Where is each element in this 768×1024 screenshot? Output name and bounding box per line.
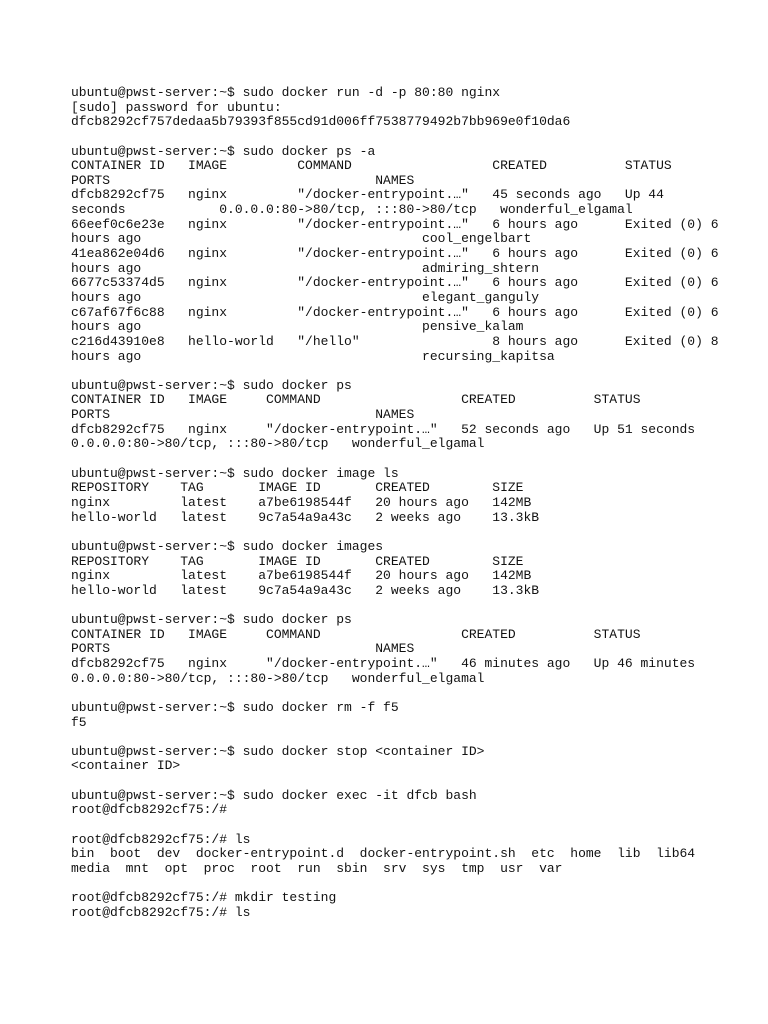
command-line: ubuntu@pwst-server:~$ sudo docker ps — [71, 377, 352, 393]
ls-block — [71, 833, 761, 877]
table-row-line: 41ea862e04d6 nginx "/docker-entrypoint.…" 6 hours ago Exited (0) 6 — [71, 246, 719, 262]
output-line: [sudo] password for ubuntu: — [71, 99, 282, 115]
docker-ps-all-block — [71, 145, 761, 365]
table-row-line: 6677c53374d5 nginx "/docker-entrypoint.…" 6 hours ago Exited (0) 6 — [71, 275, 719, 291]
command-line: ubuntu@pwst-server:~$ sudo docker exec -it dfcb bash — [71, 787, 477, 803]
table-header-line: REPOSITORY TAG IMAGE ID CREATED SIZE — [71, 480, 524, 496]
docker-ps-block-2 — [71, 613, 761, 686]
table-row-line: hours ago cool_engelbart — [71, 231, 532, 247]
docker-stop-block — [71, 745, 761, 774]
table-row-line: c216d43910e8 hello-world "/hello" 8 hours ago Exited (0) 8 — [71, 333, 719, 349]
table-header-line: CONTAINER ID IMAGE COMMAND CREATED STATUS — [71, 392, 641, 408]
output-line: dfcb8292cf757dedaa5b79393f855cd91d006ff7538779492b7bb969e0f10da6 — [71, 114, 571, 130]
command-line: root@dfcb8292cf75:/# mkdir testing — [71, 890, 337, 906]
table-header-line: PORTS NAMES — [71, 172, 415, 188]
table-header-line: PORTS NAMES — [71, 641, 415, 657]
shell-prompt-line: root@dfcb8292cf75:/# — [71, 802, 228, 818]
table-row-line: 0.0.0.0:80->80/tcp, :::80->80/tcp wonderful_elgamal — [71, 670, 485, 686]
table-row-line: hello-world latest 9c7a54a9a43c 2 weeks ago 13.3kB — [71, 582, 540, 598]
docker-image-ls-block — [71, 467, 761, 526]
table-row-line: dfcb8292cf75 nginx "/docker-entrypoint.…" 45 seconds ago Up 44 — [71, 187, 664, 203]
docker-rm-block — [71, 701, 761, 730]
table-row-line: hours ago elegant_ganguly — [71, 289, 540, 305]
command-line: ubuntu@pwst-server:~$ sudo docker ps — [71, 612, 352, 628]
command-line: ubuntu@pwst-server:~$ sudo docker stop <container ID> — [71, 743, 485, 759]
table-row-line: hours ago recursing_kapitsa — [71, 348, 555, 364]
table-header-line: PORTS NAMES — [71, 407, 415, 423]
table-row-line: dfcb8292cf75 nginx "/docker-entrypoint.…" 46 minutes ago Up 46 minutes — [71, 655, 696, 671]
docker-run-block — [71, 86, 761, 130]
docker-ps-block — [71, 379, 761, 452]
table-row-line: nginx latest a7be6198544f 20 hours ago 142MB — [71, 568, 532, 584]
table-header-line: CONTAINER ID IMAGE COMMAND CREATED STATUS — [71, 626, 641, 642]
table-row-line: nginx latest a7be6198544f 20 hours ago 142MB — [71, 494, 532, 510]
table-row-line: c67af67f6c88 nginx "/docker-entrypoint.…" 6 hours ago Exited (0) 6 — [71, 304, 719, 320]
terminal-transcript — [71, 86, 761, 935]
table-header-line: REPOSITORY TAG IMAGE ID CREATED SIZE — [71, 553, 524, 569]
output-line: bin boot dev docker-entrypoint.d docker-entrypoint.sh etc home lib lib64 — [71, 846, 696, 862]
command-line: ubuntu@pwst-server:~$ sudo docker images — [71, 538, 384, 554]
table-row-line: hours ago admiring_shtern — [71, 260, 540, 276]
table-header-line: CONTAINER ID IMAGE COMMAND CREATED STATUS — [71, 158, 672, 174]
table-row-line: dfcb8292cf75 nginx "/docker-entrypoint.…" 52 seconds ago Up 51 seconds — [71, 421, 696, 437]
docker-images-block — [71, 540, 761, 599]
table-row-line: seconds 0.0.0.0:80->80/tcp, :::80->80/tcp wonderful_elgamal — [71, 202, 633, 218]
command-line: ubuntu@pwst-server:~$ sudo docker rm -f f5 — [71, 699, 399, 715]
command-line: ubuntu@pwst-server:~$ sudo docker run -d -p 80:80 nginx — [71, 85, 501, 100]
output-line: media mnt opt proc root run sbin srv sys tmp usr var — [71, 860, 563, 876]
docker-exec-block — [71, 789, 761, 818]
command-line: root@dfcb8292cf75:/# ls — [71, 904, 251, 920]
command-line: ubuntu@pwst-server:~$ sudo docker image ls — [71, 465, 399, 481]
table-row-line: hours ago pensive_kalam — [71, 319, 524, 335]
command-line: root@dfcb8292cf75:/# ls — [71, 831, 251, 847]
mkdir-block — [71, 891, 761, 920]
output-line: <container ID> — [71, 758, 181, 774]
table-row-line: hello-world latest 9c7a54a9a43c 2 weeks ago 13.3kB — [71, 509, 540, 525]
table-row-line: 66eef0c6e23e nginx "/docker-entrypoint.…" 6 hours ago Exited (0) 6 — [71, 216, 719, 232]
output-line: f5 — [71, 714, 87, 730]
command-line: ubuntu@pwst-server:~$ sudo docker ps -a — [71, 143, 376, 159]
table-row-line: 0.0.0.0:80->80/tcp, :::80->80/tcp wonderful_elgamal — [71, 436, 485, 452]
